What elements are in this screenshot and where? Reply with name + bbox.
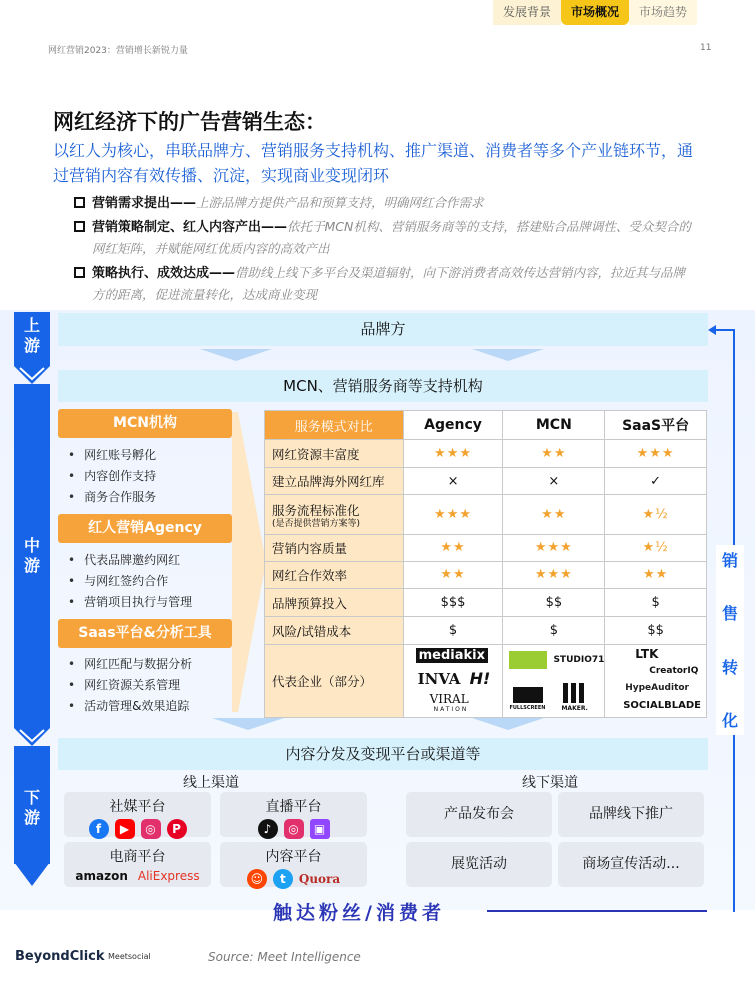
value-cell: × xyxy=(503,468,605,495)
studio71-logo: STUDIO71 xyxy=(553,655,605,665)
value-cell: ✓ xyxy=(605,468,707,495)
rating-cell: ★★ xyxy=(403,562,503,589)
list-item: • 营销项目执行与管理 xyxy=(68,592,192,613)
pinterest-icon: P xyxy=(167,819,187,839)
row-label: 网红资源丰富度 xyxy=(265,440,404,468)
youtube-icon: ▶ xyxy=(115,819,135,839)
online-channels-title: 线上渠道 xyxy=(183,775,239,791)
group-mcn-list xyxy=(68,445,156,508)
offline-card: 商场宣传活动... xyxy=(558,842,704,887)
table-header-row xyxy=(265,411,707,440)
meetsocial-logo: Meetsocial xyxy=(108,952,151,961)
table-row xyxy=(265,589,707,617)
reach-line xyxy=(487,910,707,912)
rating-cell: ★★★ xyxy=(605,440,707,468)
page-subtitle: 以红人为核心，串联品牌方、营销服务支持机构、推广渠道、消费者等多个产业链环节，通过营销内容有效传播、沉淀，实现商业变现闭环 xyxy=(53,141,694,185)
sales-label: 转 xyxy=(722,658,739,677)
row-label: 风险/试错成本 xyxy=(265,617,404,645)
row-label: 品牌预算投入 xyxy=(265,589,404,617)
row-label: 代表企业（部分） xyxy=(265,645,404,718)
group-saas-title: Saas平台&分析工具 xyxy=(58,619,232,648)
row-label: 建立品牌海外网红库 xyxy=(265,468,404,495)
page-title: 网红经济下的广告营销生态： xyxy=(53,110,326,134)
reddit-icon: ☺ xyxy=(247,869,267,889)
flow-arrow-icon xyxy=(200,349,272,361)
comparison-table xyxy=(264,410,707,718)
viral-nation-logo-sub: NATION xyxy=(433,706,469,713)
checkbox-icon xyxy=(74,197,85,208)
fullscreen-logo: FULLSCREEN xyxy=(509,705,546,711)
table-row xyxy=(265,468,707,495)
value-cell: $$ xyxy=(503,589,605,617)
row-label: 营销内容质量 xyxy=(265,535,404,562)
list-item: • 活动管理&效果追踪 xyxy=(68,696,192,717)
table-header-cell: Agency xyxy=(403,411,503,440)
rating-cell: ★½ xyxy=(605,535,707,562)
fullscreen-logo-icon xyxy=(513,687,543,703)
table-row xyxy=(265,645,707,718)
ecommerce-card: 电商平台 amazon AliExpress xyxy=(64,842,211,887)
source-note: Source: Meet Intelligence xyxy=(208,950,361,964)
rating-cell: ★★ xyxy=(403,535,503,562)
value-cell: $ xyxy=(503,617,605,645)
table-row xyxy=(265,562,707,589)
row-label: 服务流程标准化 (是否提供营销方案等) xyxy=(265,495,404,535)
rating-cell: ★★ xyxy=(605,562,707,589)
table-row xyxy=(265,617,707,645)
machinima-logo-icon xyxy=(509,651,547,669)
content-platform-card: 内容平台 ☺ t Quora xyxy=(220,842,367,887)
list-item: • 商务合作服务 xyxy=(68,487,156,508)
viral-nation-logo: VIRAL xyxy=(429,692,469,706)
list-item: • 内容创作支持 xyxy=(68,466,156,487)
maker-logo: MAKER. xyxy=(561,705,588,712)
page-number: 11 xyxy=(700,43,712,53)
instagram-icon: ◎ xyxy=(284,819,304,839)
row-label: 网红合作效率 xyxy=(265,562,404,589)
offline-card: 展览活动 xyxy=(406,842,552,887)
table-header-cell: SaaS平台 xyxy=(605,411,707,440)
live-streaming-card: 直播平台 ♪ ◎ ▣ xyxy=(220,792,367,837)
stage-chevron-icon xyxy=(14,362,50,384)
group-agency-list xyxy=(68,550,192,613)
inva-logo: INVA xyxy=(417,670,461,688)
sales-label-bg xyxy=(716,545,744,735)
stage-chevron-icon xyxy=(14,724,50,746)
value-cell: × xyxy=(403,468,503,495)
table-row xyxy=(265,535,707,562)
value-cell: $$$ xyxy=(403,589,503,617)
brand-bar: 品牌方 xyxy=(58,313,708,346)
saas-logos xyxy=(605,645,707,718)
list-item: • 与网红签约合作 xyxy=(68,571,192,592)
rating-cell: ★★★ xyxy=(503,562,605,589)
beyondclick-logo: BeyondClick xyxy=(15,949,105,964)
list-item: • 网红匹配与数据分析 xyxy=(68,654,192,675)
amazon-logo: amazon xyxy=(75,869,128,883)
comparison-arrow-icon xyxy=(232,412,266,712)
sales-label: 售 xyxy=(722,604,739,623)
tab-market-trends[interactable]: 市场趋势 xyxy=(629,0,697,25)
rating-cell: ★★★ xyxy=(503,535,605,562)
instagram-icon: ◎ xyxy=(141,819,161,839)
checkbox-icon xyxy=(74,267,85,278)
tab-market-overview[interactable]: 市场概况 xyxy=(561,0,629,25)
tab-background[interactable]: 发展背景 xyxy=(493,0,561,25)
agency-logos xyxy=(403,645,503,718)
tiktok-icon: ♪ xyxy=(258,819,278,839)
sales-label: 销 xyxy=(722,551,739,570)
flow-arrow-icon xyxy=(472,718,544,730)
sales-label: 化 xyxy=(722,711,739,730)
offline-card: 产品发布会 xyxy=(406,792,552,837)
social-media-card: 社媒平台 f ▶ ◎ P xyxy=(64,792,211,837)
maker-logo-icon xyxy=(563,683,585,703)
bullet-item: 营销策略制定、红人内容产出——依托于MCN机构、营销服务商等的支持，搭建贴合品牌调性、受众契合的网红矩阵，并赋能网红优质内容的高效产出 xyxy=(74,216,694,260)
stage-midstream: 中 游 xyxy=(14,384,50,726)
value-cell: $ xyxy=(403,617,503,645)
flow-arrow-icon xyxy=(472,349,544,361)
group-agency-title: 红人营销Agency xyxy=(58,514,232,543)
aliexpress-logo: AliExpress xyxy=(137,869,200,883)
rating-cell: ★★ xyxy=(503,440,605,468)
section-tabs xyxy=(493,0,697,25)
facebook-icon: f xyxy=(89,819,109,839)
mediakix-logo: mediakix xyxy=(416,648,488,663)
twitch-icon: ▣ xyxy=(310,819,330,839)
list-item: • 网红资源关系管理 xyxy=(68,675,192,696)
twitter-icon: t xyxy=(273,869,293,889)
table-header-cell: 服务模式对比 xyxy=(265,411,404,440)
rating-cell: ★½ xyxy=(605,495,707,535)
group-mcn-title: MCN机构 xyxy=(58,409,232,438)
rating-cell: ★★★ xyxy=(403,440,503,468)
list-item: • 网红账号孵化 xyxy=(68,445,156,466)
value-cell: $ xyxy=(605,589,707,617)
rating-cell: ★★★ xyxy=(403,495,503,535)
h-logo: H! xyxy=(469,669,491,688)
table-row xyxy=(265,440,707,468)
bullet-list xyxy=(74,192,694,308)
creatoriq-logo: CreatorIQ xyxy=(649,666,699,676)
stage-upstream: 上 游 xyxy=(14,312,50,364)
stage-downstream: 下 游 xyxy=(14,746,50,864)
running-title: 网红营销2023：营销增长新锐力量 xyxy=(48,46,188,56)
stage-end-arrow-icon xyxy=(14,862,50,886)
socialblade-logo: SOCIALBLADE xyxy=(623,700,701,711)
mcn-bar: MCN、营销服务商等支持机构 xyxy=(58,370,708,402)
quora-logo: Quora xyxy=(298,872,341,886)
mcn-logos xyxy=(503,645,605,718)
rating-cell: ★★ xyxy=(503,495,605,535)
offline-card: 品牌线下推广 xyxy=(558,792,704,837)
ltk-logo: LTK xyxy=(635,647,659,661)
bullet-item: 营销需求提出——上游品牌方提供产品和预算支持，明确网红合作需求 xyxy=(74,192,694,214)
group-saas-list xyxy=(68,654,192,717)
list-item: • 代表品牌邀约网红 xyxy=(68,550,192,571)
flow-arrow-icon xyxy=(212,718,284,730)
table-header-cell: MCN xyxy=(503,411,605,440)
hypeauditor-logo: HypeAuditor xyxy=(625,683,689,693)
checkbox-icon xyxy=(74,221,85,232)
distribution-bar: 内容分发及变现平台或渠道等 xyxy=(58,738,708,770)
offline-channels-title: 线下渠道 xyxy=(522,775,578,791)
reach-consumers-label: 触达粉丝/消费者 xyxy=(273,902,445,924)
bullet-item: 策略执行、成效达成——借助线上线下多平台及渠道辐射，向下游消费者高效传达营销内容，拉近其与品牌方的距离，促进流量转化，达成商业变现 xyxy=(74,262,694,306)
table-row xyxy=(265,495,707,535)
value-cell: $$ xyxy=(605,617,707,645)
